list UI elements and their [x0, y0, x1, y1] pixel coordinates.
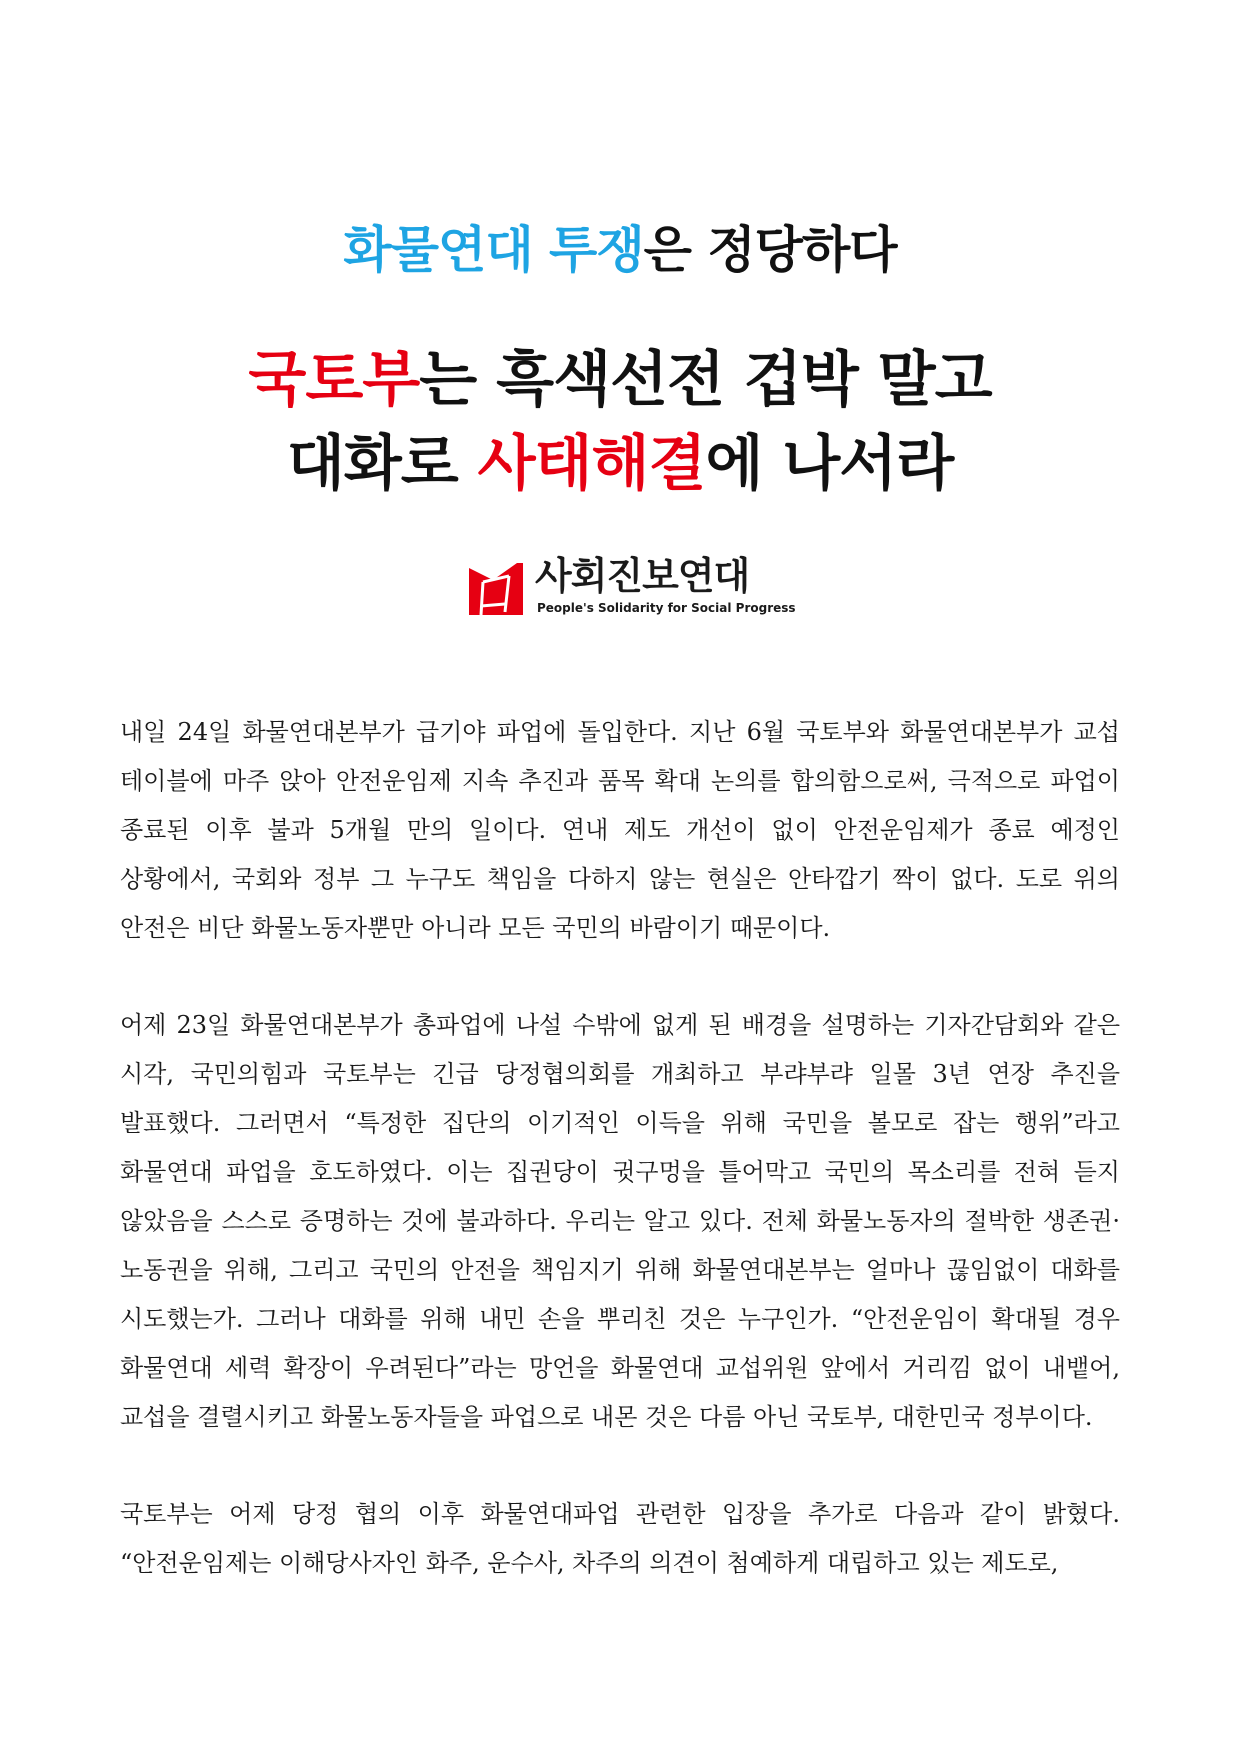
main-title-text-2a: 대화로: [286, 429, 478, 499]
main-title-line-1: [0, 338, 1240, 422]
main-title-highlight-1: 국토부: [248, 345, 420, 415]
main-title: [0, 338, 1240, 506]
paragraph-3: 국토부는 어제 당정 협의 이후 화물연대파업 관련한 입장을 추가로 다음과 같이 밝혔다. “안전운임제는 이해당사자인 화주, 운수사, 차주의 의견이 첨예하게 대립하고 있는 제도로,: [120, 1500, 1120, 1577]
organization-logo: [469, 554, 796, 618]
headline: [0, 220, 1240, 280]
paragraph-1: 내일 24일 화물연대본부가 급기야 파업에 돌입한다. 지난 6월 국토부와 화물연대본부가 교섭 테이블에 마주 앉아 안전운임제 지속 추진과 품목 확대 논의를 합의함으로써, 극적으로 파업이 종료된 이후 불과 5개월 만의 일이다. 연내 제도 개선이 없이 안전운임제가 종료 예정인 상황에서, 국회와 정부 그 누구도 책임을 다하지 않는 현실은 안타깝기 짝이 없다. 도로 위의 안전은 비단 화물노동자뿐만 아니라 모든 국민의 바람이기 때문이다.: [120, 718, 1120, 942]
main-title-line-2: [0, 422, 1240, 506]
headline-rest: 은 정당하다: [643, 221, 897, 279]
main-title-highlight-2: 사태해결: [477, 429, 706, 499]
paragraph-2: 어제 23일 화물연대본부가 총파업에 나설 수밖에 없게 된 배경을 설명하는 기자간담회와 같은 시각, 국민의힘과 국토부는 긴급 당정협의회를 개최하고 부랴부랴 일몰 3년 연장 추진을 발표했다. 그러면서 “특정한 집단의 이기적인 이득을 위해 국민을 볼모로 잡는 행위”라고 화물연대 파업을 호도하였다. 이는 집권당이 귓구멍을 틀어막고 국민의 목소리를 전혀 듣지 않았음을 스스로 증명하는 것에 불과하다. 우리는 알고 있다. 전체 화물노동자의 절박한 생존권·노동권을 위해, 그리고 국민의 안전을 책임지기 위해 화물연대본부는 얼마나 끊임없이 대화를 시도했는가. 그러나 대화를 위해 내민 손을 뿌리친 것은 누구인가. “안전운임이 확대될 경우 화물연대 세력 확장이 우려된다”라는 망언을 화물연대 교섭위원 앞에서 거리낌 없이 내뱉어, 교섭을 결렬시키고 화물노동자들을 파업으로 내몬 것은 다름 아닌 국토부, 대한민국 정부이다.: [120, 1011, 1120, 1431]
logo-name-ko: 사회진보연대: [535, 554, 750, 598]
body-text: [120, 708, 1120, 1636]
logo-mark-icon: [469, 560, 525, 618]
main-title-text-2b: 에 나서라: [705, 429, 954, 499]
main-title-text-1: 는 흑색선전 겁박 말고: [419, 345, 992, 415]
headline-highlight: 화물연대 투쟁: [343, 221, 644, 279]
logo-name-en: People's Solidarity for Social Progress: [537, 601, 796, 615]
